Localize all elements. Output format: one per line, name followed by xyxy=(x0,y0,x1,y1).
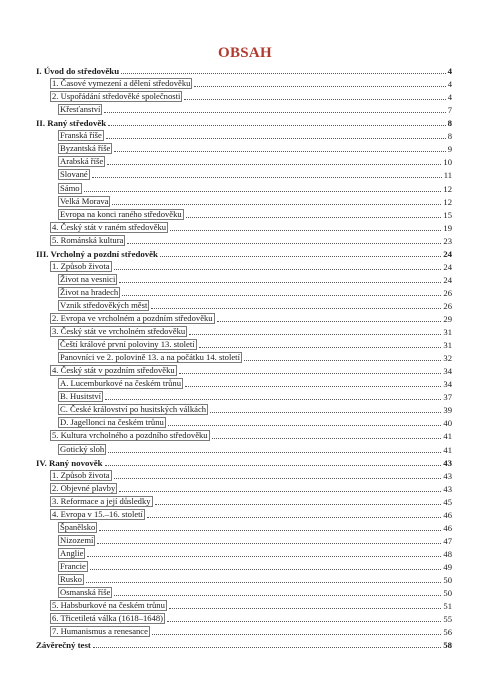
toc-entry-label: Gotický sloh xyxy=(60,443,105,454)
toc-entry-page-number: 10 xyxy=(443,157,452,168)
toc-entry-label: B. Husitství xyxy=(60,391,102,402)
toc-entry[interactable] xyxy=(58,141,452,154)
toc-entry-label: III. Vrcholný a pozdní středověk xyxy=(36,248,158,259)
toc-leader-dots xyxy=(121,73,446,74)
toc-leader-dots xyxy=(184,99,445,100)
toc-entry[interactable] xyxy=(50,468,452,481)
toc-entry-label: Život na hradech xyxy=(60,286,119,297)
toc-leader-dots xyxy=(112,204,441,205)
toc-entry[interactable] xyxy=(50,624,452,637)
toc-leader-dots xyxy=(104,112,445,113)
toc-entry-label: Slované xyxy=(60,169,88,180)
toc-entry-label: Křesťanství xyxy=(60,104,101,115)
toc-entry[interactable] xyxy=(58,389,452,402)
toc-entry-label: 4. Český stát v pozdním středověku xyxy=(52,365,175,376)
toc-leader-dots xyxy=(185,386,441,387)
toc-entry[interactable] xyxy=(58,402,452,415)
toc-leader-dots xyxy=(114,595,441,596)
toc-entry-label: 2. Evropa ve vrcholném a pozdním středověku xyxy=(52,313,213,324)
toc-entry[interactable] xyxy=(50,220,452,233)
toc-entry[interactable] xyxy=(58,376,452,389)
toc-entry[interactable] xyxy=(58,285,452,298)
toc-entry-label: Arabská říše xyxy=(60,156,104,167)
toc-leader-dots xyxy=(105,399,441,400)
toc-leader-dots xyxy=(87,556,441,557)
toc-entry-label: Velká Morava xyxy=(60,195,109,206)
toc-entry-label: Čeští králové první poloviny 13. století xyxy=(60,339,195,350)
toc-entry-label: Sámo xyxy=(60,182,80,193)
toc-entry-page-number: 26 xyxy=(443,287,452,298)
toc-entry-label: 5. Románská kultura xyxy=(52,234,124,245)
toc-entry-label: 7. Humanismus a renesance xyxy=(52,626,148,637)
toc-entry[interactable] xyxy=(50,611,452,624)
toc-entry-label: Rusko xyxy=(60,574,82,585)
toc-entry-page-number: 58 xyxy=(443,640,452,651)
toc-entry-label: Francie xyxy=(60,560,86,571)
toc-entry-label: A. Lucemburkové na českém trůnu xyxy=(60,378,181,389)
toc-entry-page-number: 56 xyxy=(443,627,452,638)
toc-leader-dots xyxy=(217,321,442,322)
toc-entry-page-number: 48 xyxy=(443,548,452,559)
toc-entry-page-number: 34 xyxy=(443,366,452,377)
toc-leader-dots xyxy=(186,217,442,218)
toc-entry-page-number: 37 xyxy=(443,392,452,403)
toc-entry[interactable] xyxy=(58,546,452,559)
toc-leader-dots xyxy=(210,412,441,413)
toc-leader-dots xyxy=(244,360,441,361)
toc-entry-label: 2. Objevné plavby xyxy=(52,482,116,493)
toc-entry-page-number: 40 xyxy=(443,418,452,429)
toc-leader-dots xyxy=(170,230,441,231)
toc-entry-page-number: 24 xyxy=(443,248,452,259)
toc-entry-label: C. České království po husitských válkách xyxy=(60,404,207,415)
toc-entry[interactable] xyxy=(50,233,452,246)
toc-entry[interactable] xyxy=(58,533,452,546)
toc-entry-label: Panovníci ve 2. polovině 13. a na počátku 14. století xyxy=(60,352,240,363)
toc-entry[interactable] xyxy=(58,337,452,350)
toc-entry[interactable] xyxy=(58,180,452,193)
toc-entry[interactable] xyxy=(58,102,452,115)
toc-leader-dots xyxy=(114,151,445,152)
toc-leader-dots xyxy=(114,478,442,479)
toc-entry[interactable] xyxy=(58,441,452,454)
toc-entry[interactable] xyxy=(58,128,452,141)
toc-entry-page-number: 39 xyxy=(443,405,452,416)
toc-leader-dots xyxy=(92,177,442,178)
toc-leader-dots xyxy=(151,308,441,309)
toc-entry[interactable] xyxy=(58,167,452,180)
toc-entry-page-number: 8 xyxy=(447,118,452,129)
toc-entry[interactable] xyxy=(50,259,452,272)
toc-leader-dots xyxy=(168,425,442,426)
toc-leader-dots xyxy=(169,608,442,609)
toc-leader-dots xyxy=(119,491,441,492)
toc-entry-label: Život na vesnici xyxy=(60,273,116,284)
toc-entry-page-number: 12 xyxy=(443,196,452,207)
toc-entry-label: 1. Časové vymezení a dělení středověku xyxy=(52,78,191,89)
toc-entry-label: I. Úvod do středověku xyxy=(36,66,120,77)
toc-entry-page-number: 46 xyxy=(443,509,452,520)
toc-entry[interactable] xyxy=(58,520,452,533)
page-title: OBSAH xyxy=(217,45,272,61)
toc-entry-page-number: 50 xyxy=(443,588,452,599)
toc-entry[interactable] xyxy=(50,76,452,89)
toc-entry-page-number: 55 xyxy=(443,614,452,625)
toc-entry-page-number: 34 xyxy=(443,379,452,390)
toc-entry-page-number: 49 xyxy=(443,561,452,572)
toc-entry-page-number: 45 xyxy=(443,496,452,507)
toc-entry-label: 5. Habsburkové na českém trůnu xyxy=(52,600,165,611)
toc-entry[interactable] xyxy=(50,363,452,376)
toc-leader-dots xyxy=(212,438,442,439)
toc-entry-page-number: 31 xyxy=(443,327,452,338)
toc-leader-dots xyxy=(106,138,446,139)
toc-leader-dots xyxy=(84,191,442,192)
toc-entry-page-number: 26 xyxy=(443,300,452,311)
toc-entry[interactable] xyxy=(58,194,452,207)
toc-leader-dots xyxy=(119,282,441,283)
toc-entry-page-number: 50 xyxy=(443,575,452,586)
toc-entry-label: Nizozemí xyxy=(60,534,94,545)
toc-entry-label: 5. Kultura vrcholného a pozdního středověku xyxy=(52,430,208,441)
toc-entry-label: Vznik středověkých měst xyxy=(60,299,148,310)
toc-entry-page-number: 11 xyxy=(443,170,452,181)
toc-leader-dots xyxy=(114,269,442,270)
toc-entry[interactable] xyxy=(58,585,452,598)
toc-entry-page-number: 47 xyxy=(443,535,452,546)
toc-leader-dots xyxy=(122,295,441,296)
toc-leader-dots xyxy=(199,347,442,348)
toc-leader-dots xyxy=(152,634,441,635)
toc-entry-label: 2. Uspořádání středověké společnosti xyxy=(52,91,181,102)
toc-entry-page-number: 24 xyxy=(443,274,452,285)
toc-entry[interactable] xyxy=(36,115,452,128)
toc-entry-label: Franská říše xyxy=(60,130,102,141)
toc-entry[interactable] xyxy=(58,350,452,363)
toc-entry-page-number: 41 xyxy=(443,444,452,455)
toc-entry-label: IV. Raný novověk xyxy=(36,457,103,468)
toc-entry-label: 3. Český stát ve vrcholném středověku xyxy=(52,326,186,337)
toc-leader-dots xyxy=(160,256,441,257)
toc-entry-page-number: 4 xyxy=(447,79,452,90)
toc-leader-dots xyxy=(99,530,441,531)
toc-leader-dots xyxy=(105,465,442,466)
toc-entry-label: Španělsko xyxy=(60,521,96,532)
toc-entry-label: Anglie xyxy=(60,547,84,558)
toc-entry-page-number: 24 xyxy=(443,261,452,272)
toc-entry-label: II. Raný středověk xyxy=(36,118,107,129)
toc-entry-label: Závěrečný test xyxy=(36,640,91,651)
toc-entry-page-number: 4 xyxy=(447,92,452,103)
toc-entry-page-number: 12 xyxy=(443,183,452,194)
toc-entry[interactable] xyxy=(50,494,452,507)
toc-entry[interactable] xyxy=(50,481,452,494)
toc-entry-page-number: 31 xyxy=(443,340,452,351)
toc-leader-dots xyxy=(97,543,441,544)
toc-entry-label: 1. Způsob života xyxy=(52,260,110,271)
toc-entry-page-number: 43 xyxy=(443,483,452,494)
toc-entry-page-number: 19 xyxy=(443,222,452,233)
toc-entry-page-number: 41 xyxy=(443,431,452,442)
toc-entry-label: Evropa na konci raného středověku xyxy=(60,208,182,219)
toc-entry-label: 6. Třicetiletá válka (1618–1648) xyxy=(52,613,164,624)
toc-entry-label: 4. Český stát v raném středověku xyxy=(52,221,167,232)
toc-leader-dots xyxy=(189,334,441,335)
toc-leader-dots xyxy=(194,86,445,87)
toc-entry-page-number: 46 xyxy=(443,522,452,533)
toc-entry[interactable] xyxy=(58,154,452,167)
toc-entry-page-number: 15 xyxy=(443,209,452,220)
toc-entry-label: 4. Evropa v 15.–16. století xyxy=(52,508,143,519)
toc-leader-dots xyxy=(90,569,442,570)
toc-entry-page-number: 7 xyxy=(447,105,452,116)
toc-entry-label: Osmanská říše xyxy=(60,587,111,598)
toc-entry[interactable] xyxy=(50,507,452,520)
toc-entry[interactable] xyxy=(36,63,452,76)
toc-entry-page-number: 23 xyxy=(443,235,452,246)
toc-entry-page-number: 29 xyxy=(443,314,452,325)
toc-leader-dots xyxy=(155,504,442,505)
toc-entry[interactable] xyxy=(36,246,452,259)
toc-entry[interactable] xyxy=(50,598,452,611)
toc-entry[interactable] xyxy=(58,572,452,585)
toc-leader-dots xyxy=(108,125,445,126)
toc-entry[interactable] xyxy=(50,89,452,102)
toc-entry[interactable] xyxy=(50,324,452,337)
toc-entry[interactable] xyxy=(36,637,452,650)
toc-entry-page-number: 9 xyxy=(447,144,452,155)
toc-entry-label: 1. Způsob života xyxy=(52,469,110,480)
toc-entry-page-number: 43 xyxy=(443,457,452,468)
toc-entry-label: 3. Reformace a její důsledky xyxy=(52,495,151,506)
toc-entry-page-number: 8 xyxy=(447,131,452,142)
toc-leader-dots xyxy=(167,621,441,622)
toc-leader-dots xyxy=(147,517,441,518)
toc-entry[interactable] xyxy=(50,311,452,324)
toc-entry-label: Byzantská říše xyxy=(60,143,111,154)
toc-leader-dots xyxy=(108,452,441,453)
toc-leader-dots xyxy=(127,243,441,244)
toc-leader-dots xyxy=(179,373,442,374)
toc-entry[interactable] xyxy=(58,559,452,572)
toc-entry-label: D. Jagellonci na českém trůnu xyxy=(60,417,164,428)
toc-entry[interactable] xyxy=(58,272,452,285)
toc-entry-page-number: 32 xyxy=(443,353,452,364)
toc-entry[interactable] xyxy=(36,455,452,468)
toc-leader-dots xyxy=(86,582,441,583)
toc-leader-dots xyxy=(93,647,441,648)
toc-entry[interactable] xyxy=(58,207,452,220)
toc-entry-page-number: 51 xyxy=(443,601,452,612)
toc-entry[interactable] xyxy=(58,415,452,428)
toc-leader-dots xyxy=(107,164,441,165)
toc-entry[interactable] xyxy=(50,428,452,441)
toc-entry-page-number: 43 xyxy=(443,470,452,481)
toc-entry-page-number: 4 xyxy=(447,66,452,77)
toc-entry[interactable] xyxy=(58,298,452,311)
